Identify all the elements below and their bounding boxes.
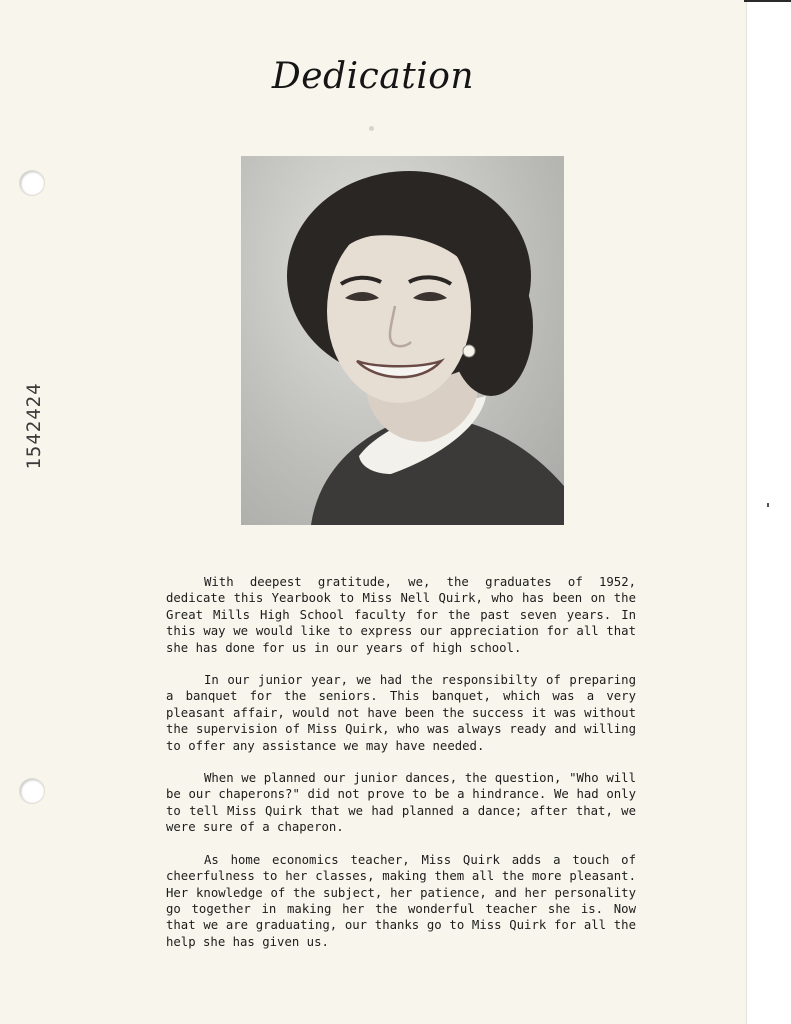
- punch-hole-bottom: [19, 778, 45, 804]
- page-title: Dedication: [271, 56, 475, 97]
- scan-edge-rule: [744, 0, 791, 2]
- punch-hole-top: [19, 170, 45, 196]
- scan-speck: [767, 503, 769, 507]
- portrait-photo: [241, 156, 564, 525]
- paragraph: As home economics teacher, Miss Quirk adds a touch of cheerfulness to her classes, making them all the more pleasant. Her knowledge of the subject, her patience, and her personality go together in making her the wonderful teacher she is. Now that we are graduating, our thanks go to Miss Quirk for all the help she has given us.: [166, 852, 636, 949]
- paragraph: In our junior year, we had the responsibilty of preparing a banquet for the seniors. This banquet, which was a very pleasant affair, would not have been the success it was without the supervision of Miss Quirk, who was always ready and willing to offer any assistance we may have needed.: [166, 673, 636, 753]
- portrait-icon: [241, 156, 564, 525]
- dedication-text: [166, 574, 636, 966]
- paper-speck: [369, 126, 374, 131]
- paragraph: When we planned our junior dances, the question, "Who will be our chaperons?" did not prove to be a hindrance. We had only to tell Miss Quirk that we had planned a dance; after that, we were sure of a chaperon.: [166, 771, 636, 835]
- catalog-number: 1542424: [23, 382, 45, 470]
- paragraph: With deepest gratitude, we, the graduates of 1952, dedicate this Yearbook to Miss Nell Quirk, who has been on the Great Mills High School faculty for the past seven years. In this way we would like to express our appreciation for all that she has done for us in our years of high school.: [166, 575, 636, 655]
